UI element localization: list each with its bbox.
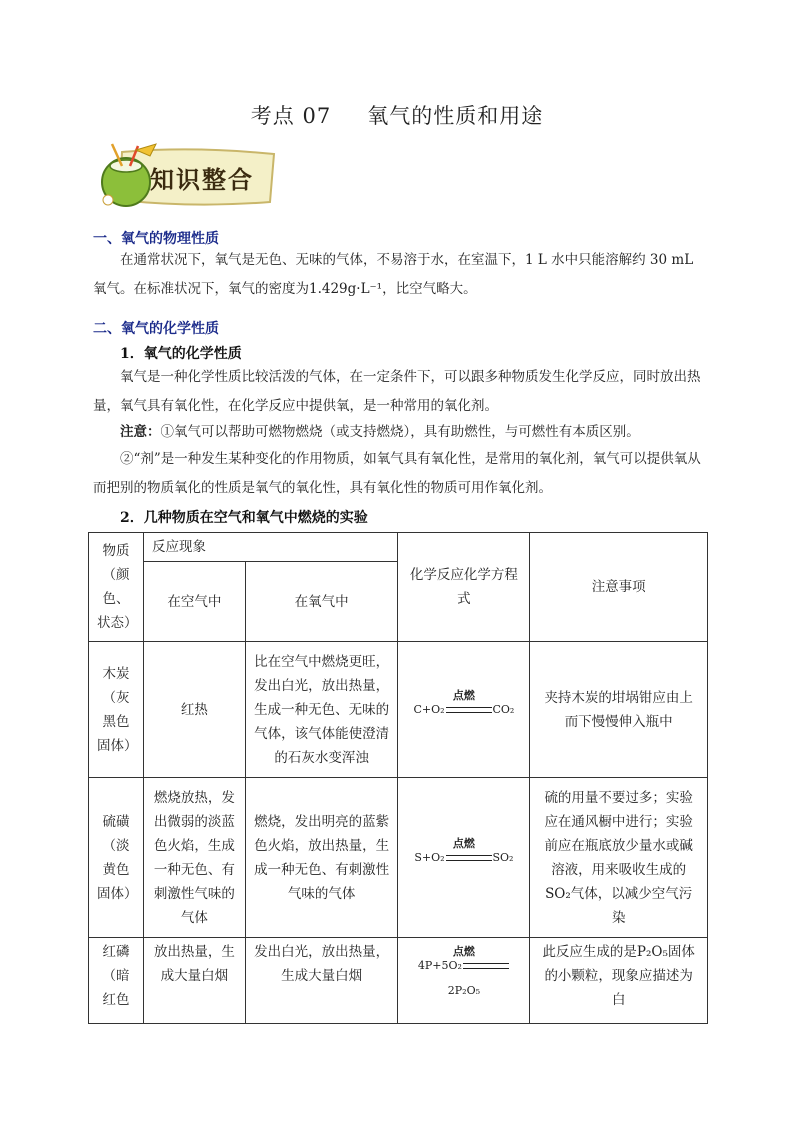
header-notes: 注意事项 [530, 533, 708, 642]
combustion-table [88, 532, 708, 1024]
table-row [89, 938, 708, 1024]
cell-substance: 硫磺（淡黄色固体） [89, 778, 144, 938]
header-in-oxygen: 在氧气中 [245, 562, 398, 642]
eq-right: SO₂ [492, 851, 514, 864]
reaction-condition: 点燃 [452, 837, 475, 850]
header-equation: 化学反应化学方程式 [398, 533, 530, 642]
cell-notes: 此反应生成的是P₂O₅固体的小颗粒，现象应描述为白 [530, 938, 708, 1024]
equation [414, 837, 514, 870]
subsection-chemical-properties: 1．氧气的化学性质 [120, 346, 242, 362]
topic-code: 考点 07 [250, 104, 332, 128]
note-2-paragraph [93, 445, 705, 503]
equation [413, 689, 515, 722]
eq-right: CO₂ [492, 703, 515, 716]
section-physical-heading: 一、氧气的物理性质 [93, 231, 219, 247]
header-phenomenon: 反应现象 [143, 533, 397, 562]
eq-left: C+O₂ [413, 703, 445, 716]
cell-in-air: 燃烧放热，发出微弱的淡蓝色火焰，生成一种无色、有刺激性气味的气体 [143, 778, 245, 938]
physical-properties-paragraph [93, 246, 705, 304]
cell-in-air: 放出热量，生成大量白烟 [143, 938, 245, 1024]
cell-equation [398, 642, 530, 778]
cell-equation [398, 938, 530, 1024]
equation [417, 945, 510, 978]
section-chemical-heading: 二、氧气的化学性质 [93, 321, 219, 337]
page-title [0, 100, 794, 130]
note-1-text: ①氧气可以帮助可燃物燃烧（或支持燃烧），具有助燃性，与可燃性有本质区别。 [160, 424, 640, 440]
topic-name: 氧气的性质和用途 [367, 104, 544, 128]
physical-properties-text: 在通常状况下，氧气是无色、无味的气体，不易溶于水，在室温下，1 L 水中只能溶解约 30 mL 氧气。在标准状况下，氧气的密度为1.429g·L⁻¹，比空气略大。 [93, 252, 694, 297]
header-in-air: 在空气中 [143, 562, 245, 642]
cell-notes: 硫的用量不要过多；实验应在通风橱中进行；实验前应在瓶底放少量水或碱溶液，用来吸收生成的SO₂气体，以减少空气污染 [530, 778, 708, 938]
eq-right: 2P₂O₅ [447, 984, 481, 997]
knowledge-banner [92, 142, 278, 208]
subsection-combustion-experiments: 2．几种物质在空气和氧气中燃烧的实验 [120, 510, 368, 526]
cell-in-oxygen: 发出白光，放出热量，生成大量白烟 [245, 938, 398, 1024]
cell-in-oxygen: 比在空气中燃烧更旺，发出白光，放出热量，生成一种无色、无味的气体，该气体能使澄清的石灰水变浑浊 [245, 642, 398, 778]
note-label: 注意： [120, 424, 161, 440]
banner-label: 知识整合 [150, 166, 254, 194]
note-paragraph [93, 418, 705, 447]
eq-left: 4P+5O₂ [417, 959, 462, 972]
cell-equation [398, 778, 530, 938]
cell-in-oxygen: 燃烧，发出明亮的蓝紫色火焰，放出热量，生成一种无色、有刺激性气味的气体 [245, 778, 398, 938]
table-row [89, 642, 708, 778]
reaction-condition: 点燃 [452, 945, 475, 958]
reaction-condition: 点燃 [452, 689, 475, 702]
chemical-properties-paragraph [93, 363, 705, 421]
chemical-properties-text: 氧气是一种化学性质比较活泼的气体，在一定条件下，可以跟多种物质发生化学反应，同时放出热量，氧气具有氧化性，在化学反应中提供氧，是一种常用的氧化剂。 [93, 369, 701, 414]
eq-left: S+O₂ [414, 851, 445, 864]
cell-substance: 红磷（暗红色 [89, 938, 144, 1024]
cell-in-air: 红热 [143, 642, 245, 778]
cell-substance: 木炭（灰黑色固体） [89, 642, 144, 778]
note-2-text: ②“剂”是一种发生某种变化的作用物质，如氧气具有氧化性，是常用的氧化剂，氧气可以提供氧从而把别的物质氧化的性质是氧气的氧化性，具有氧化性的物质可用作氧化剂。 [93, 451, 701, 496]
cell-notes: 夹持木炭的坩埚钳应由上而下慢慢伸入瓶中 [530, 642, 708, 778]
header-substance: 物质（颜色、状态） [89, 533, 144, 642]
table-row [89, 778, 708, 938]
